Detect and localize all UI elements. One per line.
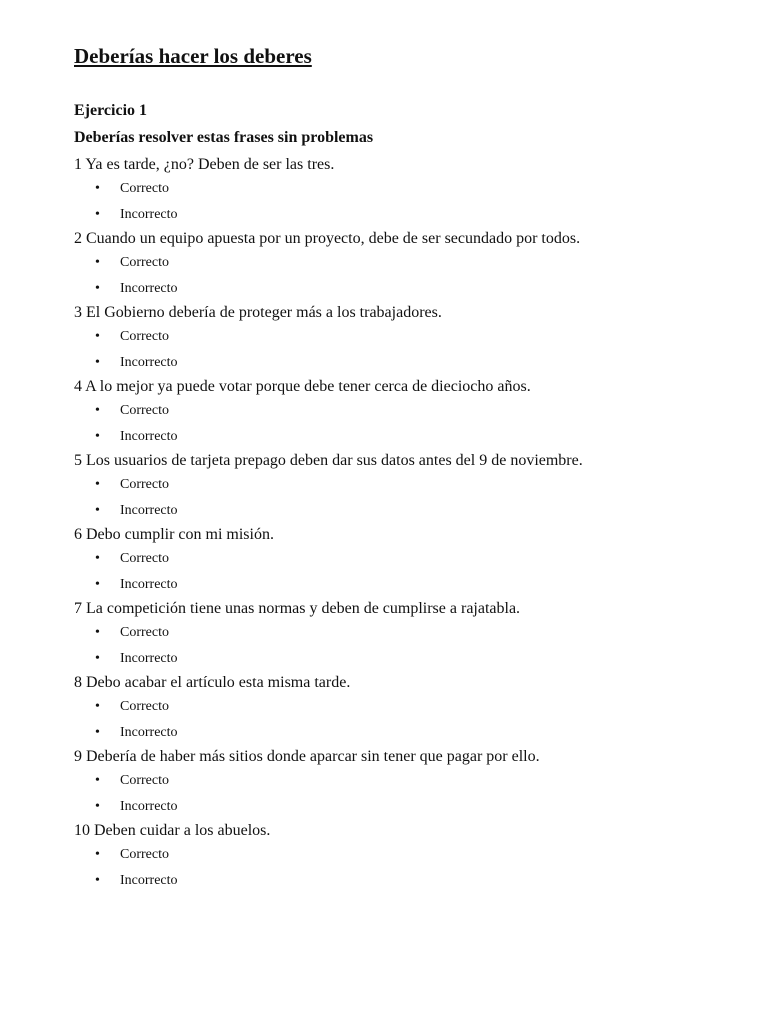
option-label: Incorrecto <box>120 872 178 888</box>
option-label: Correcto <box>120 255 169 270</box>
bullet-icon: • <box>95 699 100 714</box>
option-incorrecto[interactable] <box>74 202 734 228</box>
option-label: Correcto <box>120 699 169 714</box>
option-label: Correcto <box>120 181 169 196</box>
question-text: 2 Cuando un equipo apuesta por un proyecto, debe de ser secundado por todos. <box>74 230 581 247</box>
option-label: Correcto <box>120 625 169 640</box>
bullet-icon: • <box>95 206 100 222</box>
option-correcto[interactable] <box>74 768 734 794</box>
bullet-icon: • <box>95 847 100 862</box>
bullet-icon: • <box>95 280 100 296</box>
option-incorrecto[interactable] <box>74 720 734 746</box>
option-label: Correcto <box>120 477 169 492</box>
option-label: Incorrecto <box>120 354 178 370</box>
option-incorrecto[interactable] <box>74 646 734 672</box>
question-item <box>74 745 734 819</box>
bullet-icon: • <box>95 773 100 788</box>
option-incorrecto[interactable] <box>74 498 734 524</box>
option-label: Incorrecto <box>120 428 178 444</box>
bullet-icon: • <box>95 551 100 566</box>
question-text: 6 Debo cumplir con mi misión. <box>74 526 274 543</box>
bullet-icon: • <box>95 576 100 592</box>
option-correcto[interactable] <box>74 694 734 720</box>
bullet-icon: • <box>95 872 100 888</box>
option-label: Incorrecto <box>120 576 178 592</box>
question-text: 7 La competición tiene unas normas y deben de cumplirse a rajatabla. <box>74 600 521 617</box>
question-text: 1 Ya es tarde, ¿no? Deben de ser las tres. <box>74 156 335 173</box>
bullet-icon: • <box>95 798 100 814</box>
question-item <box>74 523 734 597</box>
option-list <box>74 250 734 301</box>
option-correcto[interactable] <box>74 472 734 498</box>
question-item <box>74 301 734 375</box>
bullet-icon: • <box>95 502 100 518</box>
bullet-icon: • <box>95 650 100 666</box>
question-text: 10 Deben cuidar a los abuelos. <box>74 822 271 839</box>
question-item <box>74 819 734 893</box>
bullet-icon: • <box>95 329 100 344</box>
option-label: Incorrecto <box>120 206 178 222</box>
question-item <box>74 375 734 449</box>
option-list <box>74 546 734 597</box>
question-text: 3 El Gobierno debería de proteger más a los trabajadores. <box>74 304 442 321</box>
option-correcto[interactable] <box>74 176 734 202</box>
option-correcto[interactable] <box>74 398 734 424</box>
option-correcto[interactable] <box>74 620 734 646</box>
option-incorrecto[interactable] <box>74 424 734 450</box>
option-label: Correcto <box>120 403 169 418</box>
option-incorrecto[interactable] <box>74 794 734 820</box>
option-list <box>74 694 734 745</box>
option-list <box>74 842 734 893</box>
bullet-icon: • <box>95 724 100 740</box>
question-item <box>74 449 734 523</box>
option-list <box>74 472 734 523</box>
option-list <box>74 324 734 375</box>
bullet-icon: • <box>95 255 100 270</box>
option-list <box>74 176 734 227</box>
question-item <box>74 153 734 227</box>
question-text: 9 Debería de haber más sitios donde aparcar sin tener que pagar por ello. <box>74 748 540 765</box>
question-text: 8 Debo acabar el artículo esta misma tarde. <box>74 674 351 691</box>
option-label: Incorrecto <box>120 502 178 518</box>
document-title: Deberías hacer los deberes <box>74 44 312 68</box>
bullet-icon: • <box>95 403 100 418</box>
option-incorrecto[interactable] <box>74 350 734 376</box>
option-label: Incorrecto <box>120 280 178 296</box>
bullet-icon: • <box>95 477 100 492</box>
option-label: Incorrecto <box>120 798 178 814</box>
option-correcto[interactable] <box>74 250 734 276</box>
option-correcto[interactable] <box>74 324 734 350</box>
bullet-icon: • <box>95 625 100 640</box>
question-item <box>74 671 734 745</box>
option-incorrecto[interactable] <box>74 868 734 894</box>
option-label: Incorrecto <box>120 724 178 740</box>
question-item <box>74 597 734 671</box>
question-text: 5 Los usuarios de tarjeta prepago deben dar sus datos antes del 9 de noviembre. <box>74 452 583 469</box>
option-label: Correcto <box>120 773 169 788</box>
document-page <box>74 42 734 893</box>
bullet-icon: • <box>95 428 100 444</box>
option-list <box>74 620 734 671</box>
exercise-heading: Ejercicio 1 <box>74 102 148 119</box>
option-label: Correcto <box>120 329 169 344</box>
question-item <box>74 227 734 301</box>
option-incorrecto[interactable] <box>74 572 734 598</box>
option-label: Correcto <box>120 847 169 862</box>
option-list <box>74 398 734 449</box>
option-list <box>74 768 734 819</box>
bullet-icon: • <box>95 181 100 196</box>
option-incorrecto[interactable] <box>74 276 734 302</box>
question-list <box>74 153 734 893</box>
option-correcto[interactable] <box>74 546 734 572</box>
option-correcto[interactable] <box>74 842 734 868</box>
exercise-subtitle: Deberías resolver estas frases sin problemas <box>74 129 374 146</box>
question-text: 4 A lo mejor ya puede votar porque debe tener cerca de dieciocho años. <box>74 378 531 395</box>
option-label: Correcto <box>120 551 169 566</box>
option-label: Incorrecto <box>120 650 178 666</box>
bullet-icon: • <box>95 354 100 370</box>
